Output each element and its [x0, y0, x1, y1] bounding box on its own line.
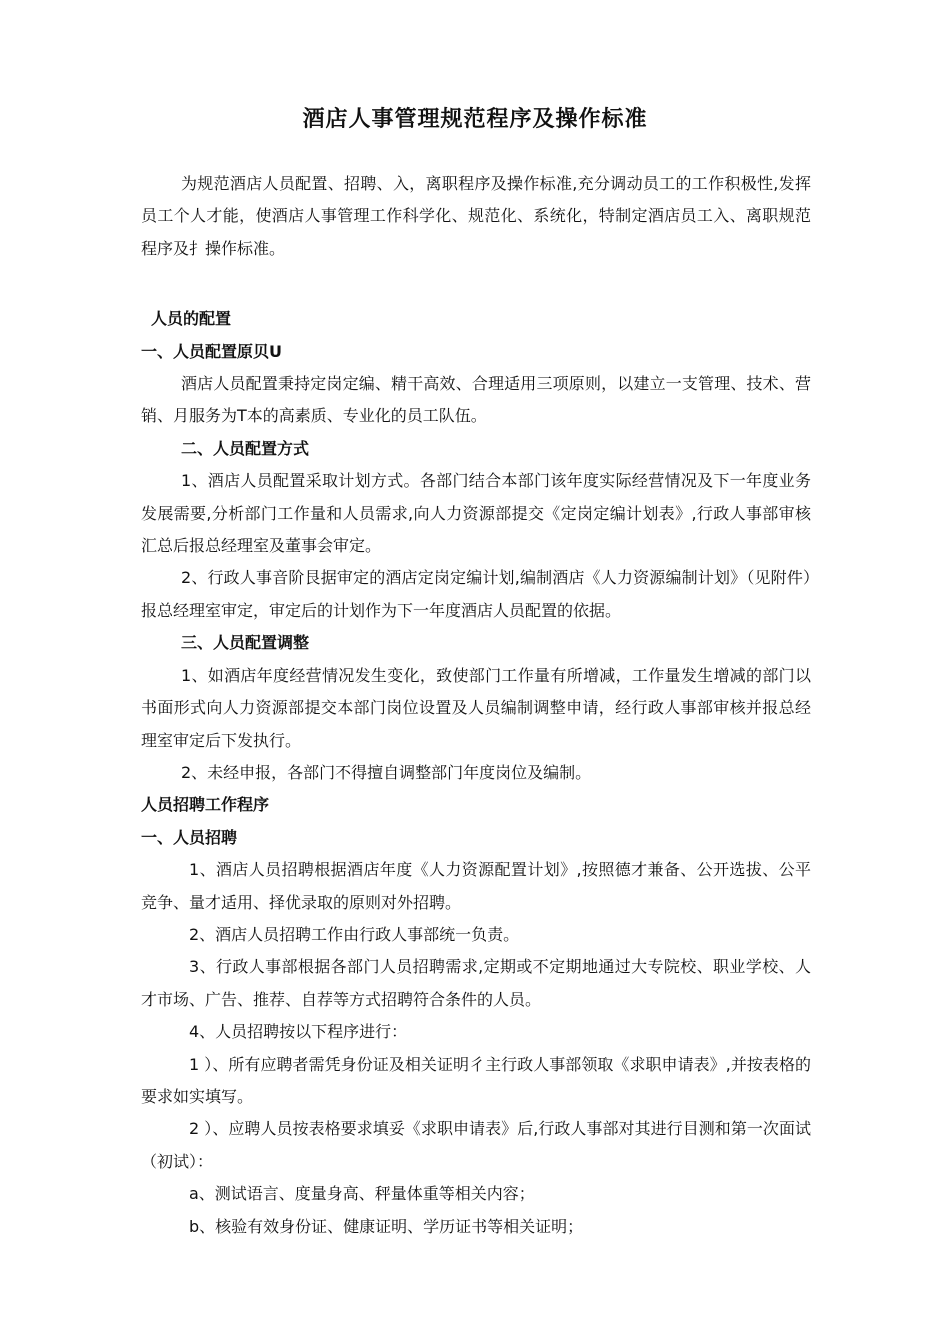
paragraph-staffing-adjustment-2: 2、未经申报，各部门不得擅自调整部门年度岗位及编制。: [181, 762, 592, 782]
paragraph-staffing-method-2: 2、行政人事音阶艮据审定的酒店定岗定编计划,编制酒店《人力资源编制计划》（见附件）报总经理室审定，审定后的计划作为下一年度酒店人员配置的依据。: [141, 568, 811, 620]
subheading-recruitment: 一、人员招聘: [141, 827, 238, 847]
intro-paragraph: 为规范酒店人员配置、招聘、入，离职程序及操作标准,充分调动员工的工作积极性,发挥员工个人才能，使酒店人事管理工作科学化、规范化、系统化，特制定酒店员工入、离职规范程序及扌操作标准。: [141, 174, 811, 258]
subheading-staffing-principles: 一、人员配置原贝U: [141, 341, 282, 361]
paragraph-staffing-method-1: 1、酒店人员配置采取计划方式。各部门结合本部门该年度实际经营情况及下一年度业务发展需要,分析部门工作量和人员需求,向人力资源部提交《定岗定编计划表》,行政人事部审核汇总后报总经理室及董事会审定。: [141, 471, 811, 556]
paragraph-staffing-principles: 酒店人员配置秉持定岗定编、精干高效、合理适用三项原则，以建立一支管理、技术、营销、月服务为T本的高素质、专业化的员工队伍。: [141, 374, 811, 426]
subheading-staffing-adjustment: 三、人员配置调整: [181, 633, 310, 653]
section-heading-recruitment: 人员招聘工作程序: [141, 795, 270, 815]
paragraph-recruitment-step-b: b、核验有效身份证、健康证明、学历证书等相关证明；: [189, 1216, 584, 1236]
paragraph-recruitment-2: 2、酒店人员招聘工作由行政人事部统一负责。: [189, 924, 520, 944]
paragraph-recruitment-4: 4、人员招聘按以下程序进行：: [189, 1022, 408, 1042]
paragraph-recruitment-3: 3、行政人事部根据各部门人员招聘需求,定期或不定期地通过大专院校、职业学校、人才市场、广告、推荐、自荐等方式招聘符合条件的人员。: [141, 957, 811, 1009]
document-title: 酒店人事管理规范程序及操作标准: [302, 107, 648, 132]
section-heading-staffing: 人员的配置: [151, 309, 232, 329]
paragraph-recruitment-1: 1、酒店人员招聘根据酒店年度《人力资源配置计划》,按照德才兼备、公开选拔、公平竞争、量才适用、择优录取的原则对外招聘。: [141, 860, 811, 912]
document-body: [141, 168, 811, 1243]
paragraph-recruitment-step-2: 2 ）、应聘人员按表格要求填妥《求职申请表》后,行政人事部对其进行目测和第一次面试（初试）：: [141, 1119, 811, 1171]
paragraph-staffing-adjustment-1: 1、如酒店年度经营情况发生变化，致使部门工作量有所增减，工作量发生增减的部门以书面形式向人力资源部提交本部门岗位设置及人员编制调整申请，经行政人事部审核并报总经理室审定后下发执行。: [141, 665, 811, 750]
paragraph-recruitment-step-a: a、测试语言、度量身高、秤量体重等相关内容；: [189, 1184, 535, 1204]
paragraph-recruitment-step-1: 1 ）、所有应聘者需凭身份证及相关证明彳主行政人事部领取《求职申请表》,并按表格的要求如实填写。: [141, 1054, 811, 1106]
subheading-staffing-method: 二、人员配置方式: [181, 438, 310, 458]
